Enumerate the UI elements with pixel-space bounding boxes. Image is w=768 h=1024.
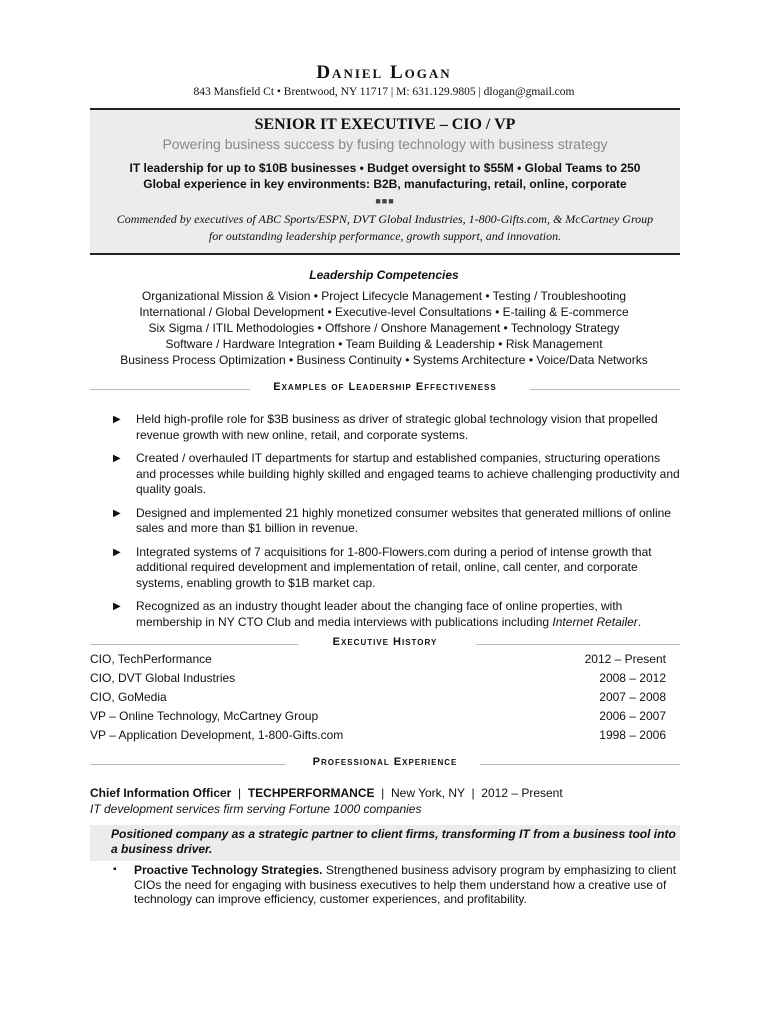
job-company: TECHPERFORMANCE <box>247 786 375 800</box>
history-table <box>90 652 666 747</box>
section-heading: Executive History <box>332 636 438 648</box>
list-item: ▶ Created / overhauled IT departments for startup and established companies, structuring operations and processes while building highly skilled and engaged teams to achieve challenging productivity and quality goals. <box>113 451 680 496</box>
job-years: 2012 – Present <box>481 786 563 800</box>
divider-line <box>476 644 680 645</box>
bullet-triangle-icon: ▶ <box>113 546 121 558</box>
bullet-square-icon: ▪ <box>113 864 117 875</box>
list-item: ▶ Held high-profile role for $3B business as driver of strategic global technology vision that propelled revenue growth with new online, retail, and corporate systems. <box>113 412 658 442</box>
commendation-line-1: Commended by executives of ABC Sports/ESPN, DVT Global Industries, 1-800-Gifts.com, & McCartney Group <box>116 212 654 226</box>
divider-line <box>480 764 680 765</box>
bullet-triangle-icon: ▶ <box>113 507 121 519</box>
job-location: New York, NY <box>390 786 465 800</box>
summary-banner <box>90 108 680 255</box>
job-header: Chief Information Officer | TECHPERFORMANCE | New York, NY | 2012 – Present <box>90 786 563 800</box>
list-item: ▶ Designed and implemented 21 highly monetized consumer websites that generated millions of online sales and more than $1 billion in revenue. <box>113 505 671 535</box>
list-item: ▪ Proactive Technology Strategies. Strengthened business advisory program by emphasizing to client CIOs the need for engaging with business executives to help them understand how a creative use of technology can improve efficiency, customer experiences, and profitability. <box>113 863 677 906</box>
table-row: VP – Online Technology, McCartney Group 2006 – 2007 <box>90 709 666 723</box>
section-divider-effectiveness <box>90 381 680 397</box>
competency-line: International / Global Development • Executive-level Consultations • E-tailing & E-commerce <box>139 305 629 319</box>
bullet-triangle-icon: ▶ <box>113 453 121 464</box>
competency-line: Organizational Mission & Vision • Project Lifecycle Management • Testing / Troubleshooting <box>141 289 627 303</box>
section-heading: Professional Experience <box>312 756 458 768</box>
highlight-line-2: Global experience in key environments: B2B, manufacturing, retail, online, corporate <box>143 177 627 191</box>
divider-glyph: ■■■ <box>375 196 395 206</box>
table-row: VP – Application Development, 1-800-Gifts.com 1998 – 2006 <box>90 728 666 742</box>
section-divider-history <box>90 636 680 652</box>
contact-line: 843 Mansfield Ct • Brentwood, NY 11717 | M: 631.129.9805 | dlogan@gmail.com <box>193 86 575 98</box>
table-row: CIO, GoMedia 2007 – 2008 <box>90 690 666 704</box>
commendation-line-2: for outstanding leadership performance, growth support, and innovation. <box>208 229 562 243</box>
competencies-heading: Leadership Competencies <box>309 268 459 282</box>
table-row: CIO, DVT Global Industries 2008 – 2012 <box>90 671 666 685</box>
list-item: ▶ Recognized as an industry thought leader about the changing face of online properties, with membership in NY CTO Club and media interviews with publications including Internet Retailer. <box>113 599 642 629</box>
job-title: Chief Information Officer <box>90 786 232 800</box>
competency-line: Six Sigma / ITIL Methodologies • Offshore / Onshore Management • Technology Strategy <box>148 321 620 335</box>
headline-title: SENIOR IT EXECUTIVE – CIO / VP <box>254 116 516 133</box>
candidate-name: Daniel Logan <box>316 62 452 83</box>
positioning-statement: Positioned company as a strategic partner to client firms, transforming IT from a business tool into a business driver. <box>90 825 680 861</box>
effectiveness-list <box>113 412 683 638</box>
divider-line <box>530 389 680 390</box>
bullet-triangle-icon: ▶ <box>113 601 121 612</box>
competency-line: Business Process Optimization • Business Continuity • Systems Architecture • Voice/Data Networks <box>120 353 648 367</box>
bullet-triangle-icon: ▶ <box>113 414 121 425</box>
section-heading: Examples of Leadership Effectiveness <box>273 381 497 393</box>
tagline: Powering business success by fusing technology with business strategy <box>162 136 608 152</box>
section-divider-experience <box>90 756 680 772</box>
highlight-line-1: IT leadership for up to $10B businesses • Budget oversight to $55M • Global Teams to 250 <box>129 161 641 175</box>
table-row: CIO, TechPerformance 2012 – Present <box>90 652 666 666</box>
competency-line: Software / Hardware Integration • Team Building & Leadership • Risk Management <box>165 337 603 351</box>
list-item: ▶ Integrated systems of 7 acquisitions for 1-800-Flowers.com during a period of intense growth that additional required development and implementation of retail, online, call center, and corporate systems, enabling growth to $1B market cap. <box>113 544 652 590</box>
job-description: IT development services firm serving Fortune 1000 companies <box>90 802 422 816</box>
